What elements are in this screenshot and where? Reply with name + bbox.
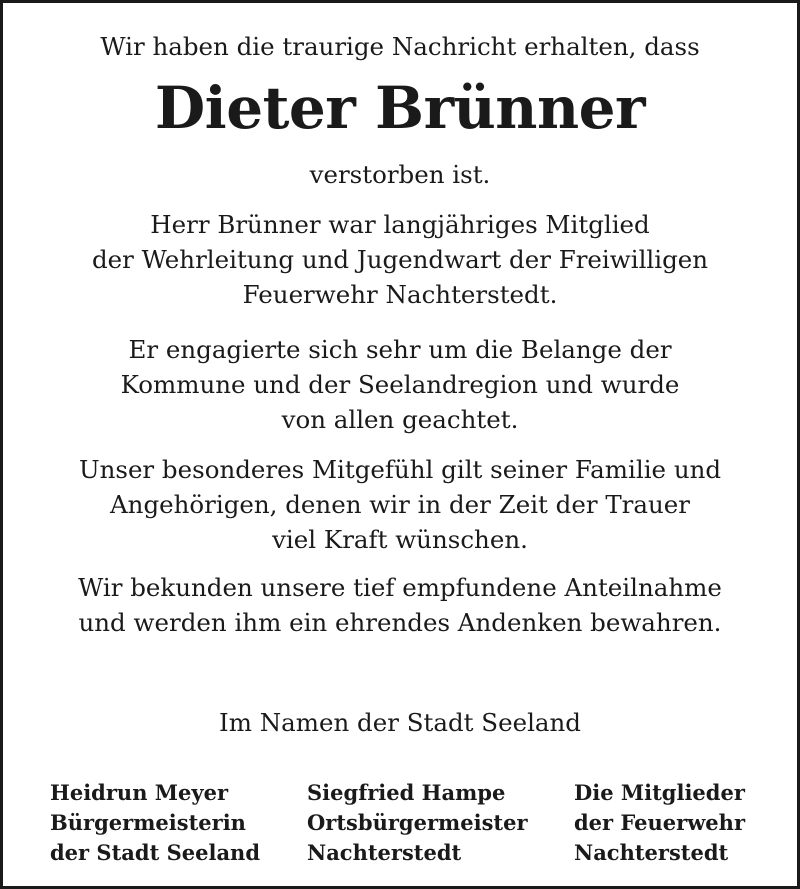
signatory-place: der Stadt Seeland [50,840,261,865]
passed-text: verstorben ist. [309,160,491,189]
on-behalf-text: Im Namen der Stadt Seeland [219,708,581,737]
signatory-name: Siegfried Hampe [307,780,506,805]
signatory-title: der Feuerwehr [574,810,746,835]
paragraph2-line: Er engagierte sich sehr um die Belange der [128,335,672,364]
signatory-3 [574,778,745,868]
paragraph4-line: Wir bekunden unsere tief empfundene Anteilnahme [78,573,722,602]
signatory-name: Heidrun Meyer [50,780,229,805]
paragraph4-line: und werden ihm ein ehrendes Andenken bewahren. [78,608,722,637]
intro-text: Wir haben die traurige Nachricht erhalten, dass [100,32,700,61]
deceased-name: Dieter Brünner [154,74,646,142]
signatory-2 [307,778,528,868]
paragraph3-line: viel Kraft wünschen. [272,525,528,554]
paragraph1-line: Herr Brünner war langjähriges Mitglied [150,210,650,239]
signatory-title: Bürgermeisterin [50,810,246,835]
paragraph2-line: Kommune und der Seelandregion und wurde [120,370,680,399]
signatory-place: Nachterstedt [574,840,729,865]
paragraph3-line: Angehörigen, denen wir in der Zeit der Trauer [109,490,690,519]
paragraph1-line: Feuerwehr Nachterstedt. [242,280,558,309]
paragraph1-line: der Wehrleitung und Jugendwart der Freiwilligen [91,245,709,274]
paragraph3-line: Unser besonderes Mitgefühl gilt seiner Familie und [78,455,722,484]
signatory-place: Nachterstedt [307,840,462,865]
paragraph2-line: von allen geachtet. [281,405,519,434]
signatory-title: Ortsbürgermeister [307,810,528,835]
signatory-1 [50,778,260,868]
signatory-name: Die Mitglieder [574,780,745,805]
